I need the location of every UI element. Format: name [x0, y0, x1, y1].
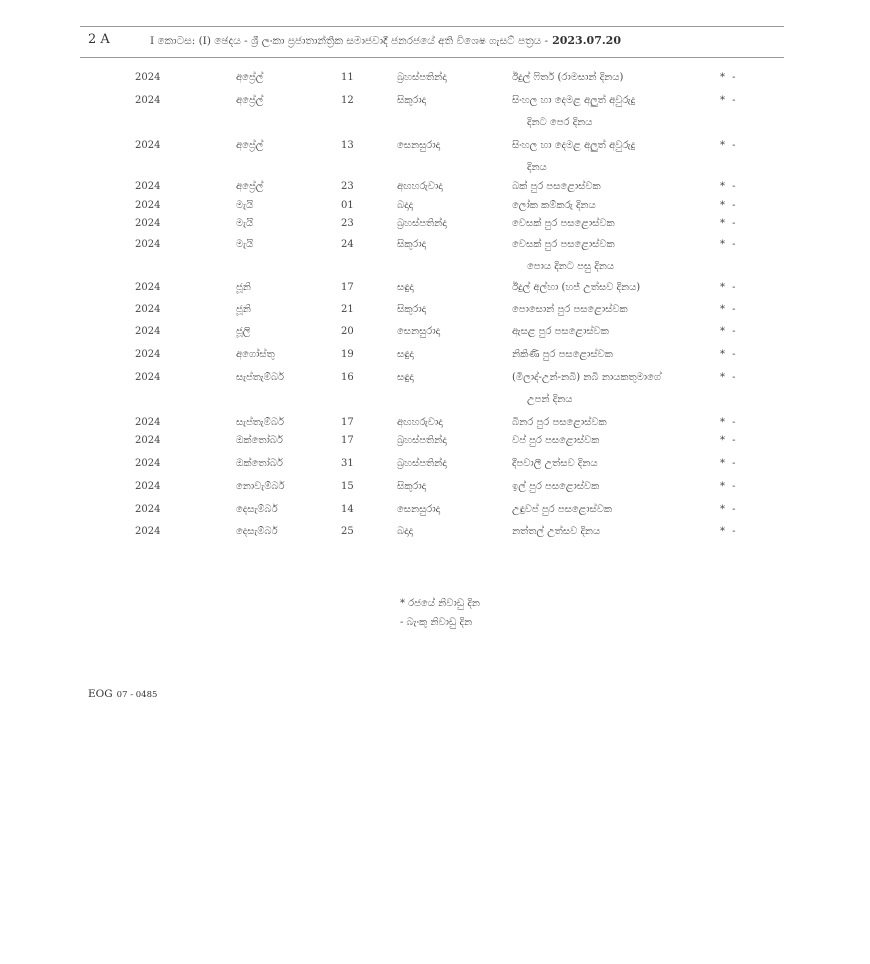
holiday-name-continued: උපන් දිනය: [527, 394, 573, 405]
holiday-name: ඉල් පුර පසළොස්වක: [512, 481, 600, 492]
holiday-name: ඊදුල් අල්හා (හජ් උත්සව දිනය): [512, 282, 641, 293]
holiday-marks: * -: [720, 372, 738, 383]
holiday-day: 11: [341, 72, 354, 83]
holiday-month: අගෝස්තු: [236, 349, 275, 360]
holiday-year: 2024: [135, 504, 161, 515]
holiday-year: 2024: [135, 526, 161, 537]
holiday-year: 2024: [135, 218, 161, 229]
holiday-name: සිංහල හා දෙමළ අලුත් අවුරුදු: [512, 140, 636, 151]
holiday-marks: * -: [720, 95, 738, 106]
holiday-weekday: බ්‍රහස්පතින්දා: [397, 458, 447, 469]
holiday-month: අප්‍රේල්: [236, 140, 264, 151]
holiday-marks: * -: [720, 282, 738, 293]
holiday-weekday: සිකුරාදා: [397, 304, 427, 315]
holiday-day: 14: [341, 504, 354, 515]
footer-code-label: EOG: [88, 688, 113, 700]
holiday-marks: * -: [720, 72, 738, 83]
gazette-date: 2023.07.20: [552, 34, 621, 47]
holiday-weekday: සඳුදා: [397, 349, 414, 360]
holiday-day: 19: [341, 349, 354, 360]
holiday-month: ජූනි: [236, 282, 251, 293]
holiday-name: නිකිණි පුර පසළොස්වක: [512, 349, 613, 360]
holiday-marks: * -: [720, 140, 738, 151]
holiday-month: අප්‍රේල්: [236, 181, 264, 192]
holiday-day: 17: [341, 435, 354, 446]
holiday-weekday: බදාදා: [397, 526, 414, 537]
holiday-day: 13: [341, 140, 354, 151]
holiday-day: 21: [341, 304, 354, 315]
holiday-weekday: සිකුරාදා: [397, 95, 427, 106]
holiday-name: ඊදුල් ෆිතර් (රාමසාන් දිනය): [512, 72, 624, 83]
holiday-day: 17: [341, 417, 354, 428]
holiday-name: බිනර පුර පසළොස්වක: [512, 417, 607, 428]
holiday-weekday: අඟහරුවාදා: [397, 417, 443, 428]
holiday-month: ඔක්තෝබර්: [236, 458, 283, 469]
holiday-year: 2024: [135, 349, 161, 360]
holiday-year: 2024: [135, 282, 161, 293]
holiday-month: මැයි: [236, 200, 254, 211]
holiday-marks: * -: [720, 181, 738, 192]
holiday-name: නත්තල් උත්සව දිනය: [512, 526, 601, 537]
holiday-weekday: බ්‍රහස්පතින්දා: [397, 218, 447, 229]
holiday-name-continued: පොය දිනට පසු දිනය: [527, 261, 615, 272]
holiday-weekday: බදාදා: [397, 200, 414, 211]
holiday-year: 2024: [135, 140, 161, 151]
holiday-weekday: සෙනසුරාදා: [397, 140, 441, 151]
holiday-name: වෙසක් පුර පසළොස්වක: [512, 218, 615, 229]
gazette-title: [150, 34, 621, 48]
holiday-month: මැයි: [236, 239, 254, 250]
holiday-marks: * -: [720, 326, 738, 337]
footer-code: [88, 688, 157, 700]
holiday-weekday: අඟහරුවාදා: [397, 181, 443, 192]
holiday-year: 2024: [135, 417, 161, 428]
holiday-year: 2024: [135, 200, 161, 211]
holiday-day: 15: [341, 481, 354, 492]
holiday-name-continued: දිනය: [527, 162, 547, 173]
holiday-day: 25: [341, 526, 354, 537]
holiday-month: සැප්තැම්බර්: [236, 372, 285, 383]
holiday-weekday: සිකුරාදා: [397, 239, 427, 250]
holiday-year: 2024: [135, 435, 161, 446]
holiday-month: දෙසැම්බර්: [236, 504, 278, 515]
holiday-year: 2024: [135, 95, 161, 106]
holiday-year: 2024: [135, 304, 161, 315]
holiday-year: 2024: [135, 326, 161, 337]
holiday-weekday: බ්‍රහස්පතින්දා: [397, 72, 447, 83]
holiday-month: අප්‍රේල්: [236, 72, 264, 83]
holiday-weekday: සෙනසුරාදා: [397, 326, 441, 337]
page-id: 2 A: [88, 32, 110, 47]
holiday-month: දෙසැම්බර්: [236, 526, 278, 537]
holiday-month: මැයි: [236, 218, 254, 229]
footer-ref: 07 - 0485: [116, 690, 158, 700]
holiday-month: සැප්තැම්බර්: [236, 417, 285, 428]
holiday-year: 2024: [135, 181, 161, 192]
holiday-name: දීපවාලී උත්සව දිනය: [512, 458, 598, 469]
holiday-year: 2024: [135, 458, 161, 469]
holiday-marks: * -: [720, 435, 738, 446]
holiday-marks: * -: [720, 349, 738, 360]
gazette-title-text: I කොටස: (I) ඡෙදය - ශ්‍රී ලංකා ප්‍රජාතාන්ත්‍රික සමාජවාදී ජනරජයේ අති විශෙෂ ගැසට් පත්‍රය -: [150, 35, 549, 47]
holiday-marks: * -: [720, 239, 738, 250]
holiday-weekday: සඳුදා: [397, 372, 414, 383]
holiday-day: 17: [341, 282, 354, 293]
holiday-marks: * -: [720, 304, 738, 315]
holiday-marks: * -: [720, 504, 738, 515]
header-rule-top: [80, 26, 784, 27]
holiday-month: ඔක්තෝබර්: [236, 435, 283, 446]
holiday-day: 23: [341, 181, 354, 192]
holiday-day: 20: [341, 326, 354, 337]
holiday-year: 2024: [135, 239, 161, 250]
holiday-marks: * -: [720, 481, 738, 492]
holiday-day: 12: [341, 95, 354, 106]
holiday-marks: * -: [720, 458, 738, 469]
holiday-year: 2024: [135, 481, 161, 492]
holiday-weekday: සඳුදා: [397, 282, 414, 293]
holiday-name: සිංහල හා දෙමළ අලුත් අවුරුදු: [512, 95, 636, 106]
legend-bank-holiday: - බැංකු නිවාඩු දින: [400, 617, 473, 628]
holiday-day: 16: [341, 372, 354, 383]
holiday-name: ලෝක කම්කරු දිනය: [512, 200, 596, 211]
holiday-marks: * -: [720, 218, 738, 229]
header-rule-bottom: [80, 57, 784, 58]
holiday-weekday: සිකුරාදා: [397, 481, 427, 492]
holiday-month: අප්‍රේල්: [236, 95, 264, 106]
legend-public-holiday: * රජයේ නිවාඩු දින: [400, 598, 480, 609]
holiday-day: 01: [341, 200, 354, 211]
holiday-day: 23: [341, 218, 354, 229]
holiday-marks: * -: [720, 200, 738, 211]
holiday-name: උඳුවප් පුර පසළොස්වක: [512, 504, 613, 515]
holiday-day: 24: [341, 239, 354, 250]
holiday-month: ජූලි: [236, 326, 251, 337]
holiday-weekday: බ්‍රහස්පතින්දා: [397, 435, 447, 446]
holiday-day: 31: [341, 458, 354, 469]
holiday-marks: * -: [720, 526, 738, 537]
holiday-name: වප් පුර පසළොස්වක: [512, 435, 600, 446]
holiday-month: නොවැම්බර්: [236, 481, 285, 492]
holiday-name: වෙසක් පුර පසළොස්වක: [512, 239, 615, 250]
holiday-weekday: සෙනසුරාදා: [397, 504, 441, 515]
holiday-year: 2024: [135, 72, 161, 83]
holiday-month: ජූනි: [236, 304, 251, 315]
holiday-name: (මිලාද්-උන්-නබි) නබි නායකතුමාගේ: [512, 372, 662, 383]
holiday-marks: * -: [720, 417, 738, 428]
holiday-name: බක් පුර පසළොස්වක: [512, 181, 601, 192]
holiday-name-continued: දිනට පෙර දිනය: [527, 117, 593, 128]
holiday-name: පොසොන් පුර පසළොස්වක: [512, 304, 628, 315]
holiday-name: ඇසළ පුර පසළොස්වක: [512, 326, 609, 337]
holiday-year: 2024: [135, 372, 161, 383]
